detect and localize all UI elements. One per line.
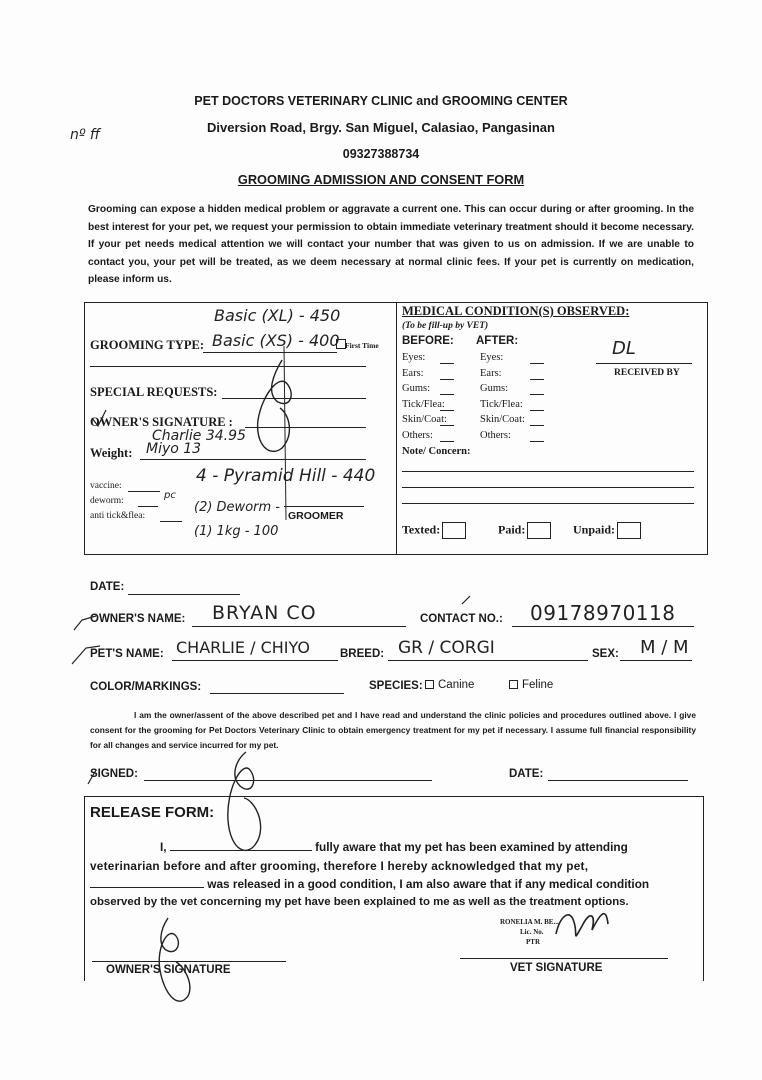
vet-signature-label: VET SIGNATURE (510, 962, 603, 974)
consent-paragraph: I am the owner/assent of the above described pet and I have read and understand the clinic policies and procedures outlined above. I give consent for the grooming for Pet Doctors Veterinary Clinic to obtain emergency treatment for my pet if necessary. I assume full financial responsibility for all changes and service incurred for my pet. (90, 710, 696, 750)
owner-signature-label: OWNER'S SIGNATURE : (90, 415, 233, 429)
grooming-stroke (284, 346, 286, 520)
breed-value: GR / CORGI (398, 638, 495, 658)
anti-tick-label: anti tick&flea: (90, 511, 146, 521)
before-row-5: Others: (402, 430, 433, 441)
release-title: RELEASE FORM: (90, 804, 215, 821)
margin-note: nº ff (70, 127, 101, 143)
species-label: SPECIES: (369, 680, 423, 692)
pet-name-label: PET'S NAME: (90, 648, 164, 660)
deworm-label: deworm: (90, 496, 124, 506)
canine-label: Canine (438, 679, 475, 691)
vaccine-label: vaccine: (90, 481, 122, 491)
after-row-2: Gums: (480, 383, 509, 395)
stamp-ptr: PTR (526, 938, 540, 946)
after-label: AFTER: (476, 335, 519, 347)
signed-date-label: DATE: (509, 768, 544, 780)
stamp-name: RONELIA M. BE... (500, 918, 559, 926)
after-row-0: Eyes: (480, 352, 504, 363)
note-concern-label: Note/ Concern: (402, 446, 471, 457)
owner-signature-mark (258, 360, 292, 451)
pet-name-value: CHARLIE / CHIYO (176, 638, 310, 657)
after-row-3: Tick/Flea: (480, 398, 523, 410)
first-time-label: First Time (345, 341, 379, 350)
weight-value-1: Charlie 34.95 (152, 428, 246, 444)
groomer-label: GROOMER (288, 510, 344, 522)
color-markings-label: COLOR/MARKINGS: (90, 681, 202, 693)
intro-paragraph: Grooming can expose a hidden medical problem or aggravate a current one. This can occur during or after grooming. In the best interest for your pet, we request your permission to obtain immediate veterinary treatment should it become necessary. If your pet needs medical attention we will contact your number that was given to us on admission. If we are unable to contact you, your pet will be treated, as we deem necessary at normal clinic fees. If your pet is currently on medication, please inform us. (88, 204, 694, 286)
release-text-1: fully aware that my pet has been examined by attending (315, 840, 628, 854)
handwritten-note-1: 4 - Pyramid Hill - 440 (196, 466, 376, 486)
after-row-1: Ears: (480, 367, 502, 379)
release-i-label: I, (160, 840, 167, 854)
weight-value-2: Miyo 13 (146, 441, 202, 457)
unpaid-label: Unpaid: (573, 522, 616, 537)
before-label: BEFORE: (402, 335, 454, 347)
stamp-lic: Lic. No. (520, 928, 544, 936)
clinic-phone: 09327388734 (342, 147, 420, 161)
paid-label: Paid: (498, 522, 526, 537)
owner-name-label: OWNER'S NAME: (90, 613, 186, 625)
medical-title: MEDICAL CONDITION(S) OBSERVED: (402, 304, 630, 318)
date-label: DATE: (90, 581, 125, 593)
after-row-5: Others: (480, 430, 511, 441)
weight-label: Weight: (90, 446, 133, 460)
contact-value: 09178970118 (530, 601, 676, 625)
received-initials: DL (612, 338, 636, 359)
contact-label: CONTACT NO.: (420, 613, 503, 625)
checkmark-signed (88, 770, 96, 784)
before-row-0: Eyes: (402, 352, 426, 363)
checkmark-owner-name (74, 616, 96, 630)
after-row-4: Skin/Coat: (480, 414, 525, 426)
texted-label: Texted: (402, 522, 441, 537)
breed-label: BREED: (340, 648, 385, 660)
release-owner-signature-label: OWNER'S SIGNATURE (106, 964, 231, 976)
checkmark-pet-name (72, 646, 100, 664)
checkmark-owner-sig (92, 410, 106, 426)
handwritten-note-3: (1) 1kg - 100 (194, 524, 279, 539)
special-requests-label: SPECIAL REQUESTS: (90, 385, 218, 399)
before-row-1: Ears: (402, 367, 424, 379)
grooming-type-value-1: Basic (XL) - 450 (214, 306, 341, 325)
release-text-2: veterinarian before and after grooming, therefore I hereby acknowledged that my pet, (90, 859, 589, 873)
deworm-value: pc (164, 490, 176, 501)
grooming-type-label: GROOMING TYPE: (90, 338, 205, 352)
before-row-3: Tick/Flea: (402, 398, 445, 410)
before-row-2: Gums: (402, 383, 431, 395)
medical-subtitle: (To be fill-up by VET) (402, 321, 489, 331)
clinic-address: Diversion Road, Brgy. San Miguel, Calasiao, Pangasinan (207, 120, 555, 135)
feline-label: Feline (522, 679, 554, 691)
before-row-4: Skin/Coat: (402, 414, 447, 426)
sex-label: SEX: (592, 648, 619, 660)
form-title: GROOMING ADMISSION AND CONSENT FORM (237, 172, 525, 187)
release-owner-signature-mark (159, 918, 190, 1001)
sex-value: M / M (640, 637, 689, 658)
signed-signature-mark (228, 752, 261, 850)
received-by-label: RECEIVED BY (614, 368, 680, 378)
owner-name-value: BRYAN CO (212, 602, 317, 624)
vet-signature-mark (556, 914, 608, 936)
clinic-name: PET DOCTORS VETERINARY CLINIC and GROOMING CENTER (194, 94, 568, 108)
signed-label: SIGNED: (90, 768, 138, 780)
release-text-4: observed by the vet concerning my pet have been explained to me as well as the treatment options. (90, 896, 629, 908)
handwritten-note-2: (2) Deworm - (194, 500, 280, 515)
checkmark-contact (462, 596, 470, 604)
grooming-type-value-2: Basic (XS) - 400 (212, 331, 340, 350)
release-text-3: was released in a good condition, I am also aware that if any medical condition (207, 877, 650, 891)
